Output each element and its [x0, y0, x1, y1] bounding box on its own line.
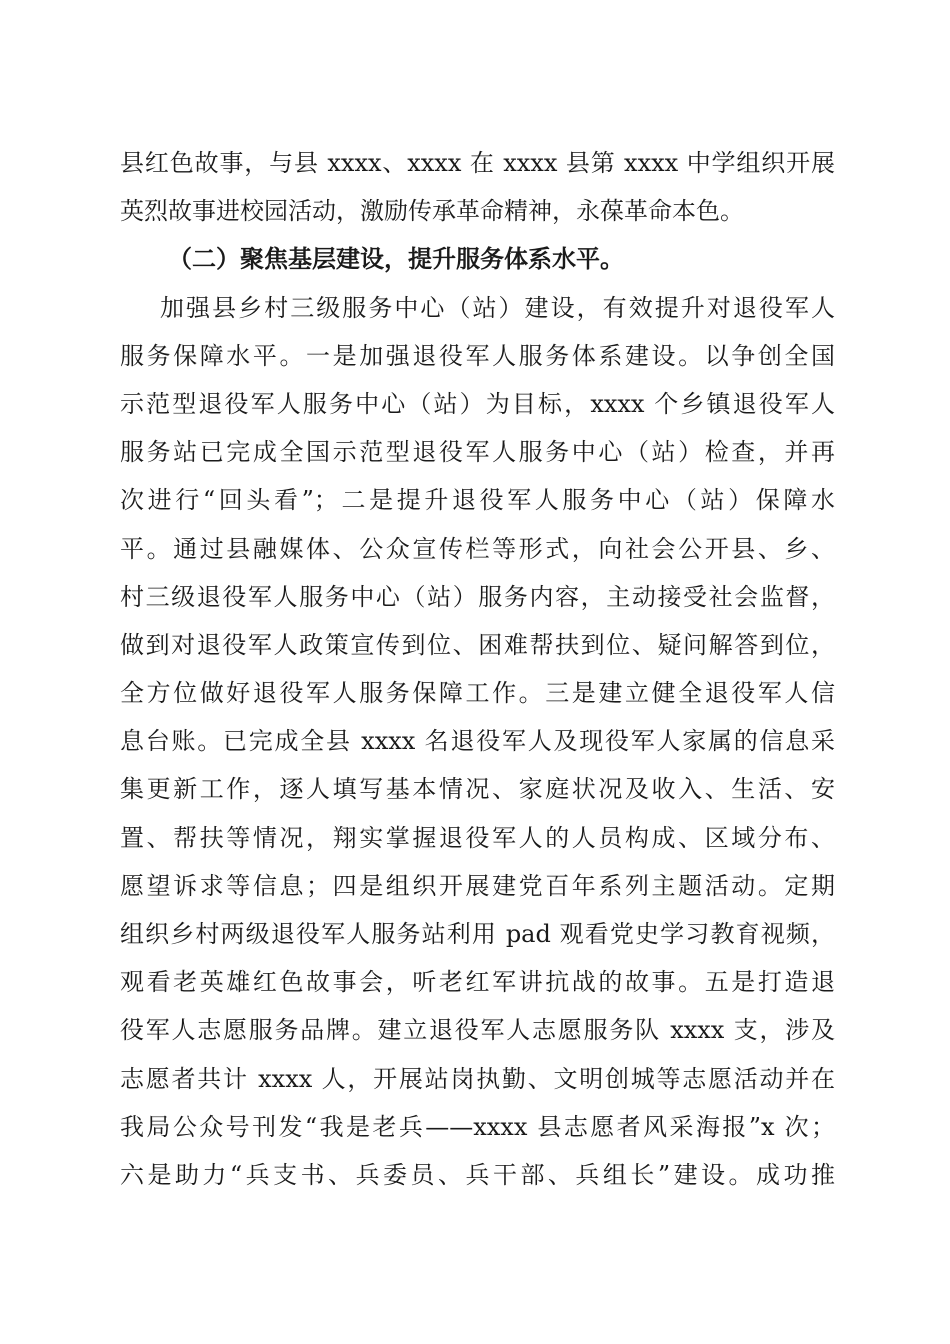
text-line: 愿望诉求等信息；四是组织开展建党百年系列主题活动。定期	[120, 871, 835, 900]
text-line: 观看老英雄红色故事会，听老红军讲抗战的故事。五是打造退	[120, 968, 835, 997]
text-line: 平。通过县融媒体、公众宣传栏等形式，向社会公开县、乡、	[120, 534, 835, 563]
section-heading: （二）聚焦基层建设，提升服务体系水平。	[168, 244, 624, 274]
text-line: 集更新工作，逐人填写基本情况、家庭状况及收入、生活、安	[120, 775, 835, 804]
text-line: 服务保障水平。一是加强退役军人服务体系建设。以争创全国	[120, 341, 835, 370]
text-line: 县红色故事，与县 xxxx、xxxx 在 xxxx 县第 xxxx 中学组织开展	[120, 149, 835, 177]
text-line: 做到对退役军人政策宣传到位、困难帮扶到位、疑问解答到位，	[120, 630, 835, 659]
text-line: 役军人志愿服务品牌。建立退役军人志愿服务队 xxxx 支，涉及	[120, 1016, 835, 1045]
text-line: 六是助力“兵支书、兵委员、兵干部、兵组长”建设。成功推	[120, 1160, 835, 1189]
body-text	[120, 139, 835, 1199]
text-line: 示范型退役军人服务中心（站）为目标，xxxx 个乡镇退役军人	[120, 389, 835, 418]
text-line: 村三级退役军人服务中心（站）服务内容，主动接受社会监督，	[120, 582, 835, 611]
text-line: 我局公众号刊发“我是老兵——xxxx 县志愿者风采海报”x 次；	[120, 1112, 835, 1141]
text-line: 息台账。已完成全县 xxxx 名退役军人及现役军人家属的信息采	[120, 727, 835, 756]
text-line: 置、帮扶等情况，翔实掌握退役军人的人员构成、区域分布、	[120, 823, 835, 852]
text-line: 次进行“回头看”；二是提升退役军人服务中心（站）保障水	[120, 486, 835, 515]
text-line: 全方位做好退役军人服务保障工作。三是建立健全退役军人信	[120, 679, 835, 708]
text-line: 志愿者共计 xxxx 人，开展站岗执勤、文明创城等志愿活动并在	[120, 1064, 835, 1093]
text-line: 组织乡村两级退役军人服务站利用 pad 观看党史学习教育视频，	[120, 920, 835, 948]
text-line: 英烈故事进校园活动，激励传承革命精神，永葆革命本色。	[120, 197, 744, 226]
paragraph-first-line: 加强县乡村三级服务中心（站）建设，有效提升对退役军人	[160, 293, 835, 322]
text-line: 服务站已完成全国示范型退役军人服务中心（站）检查，并再	[120, 438, 835, 467]
